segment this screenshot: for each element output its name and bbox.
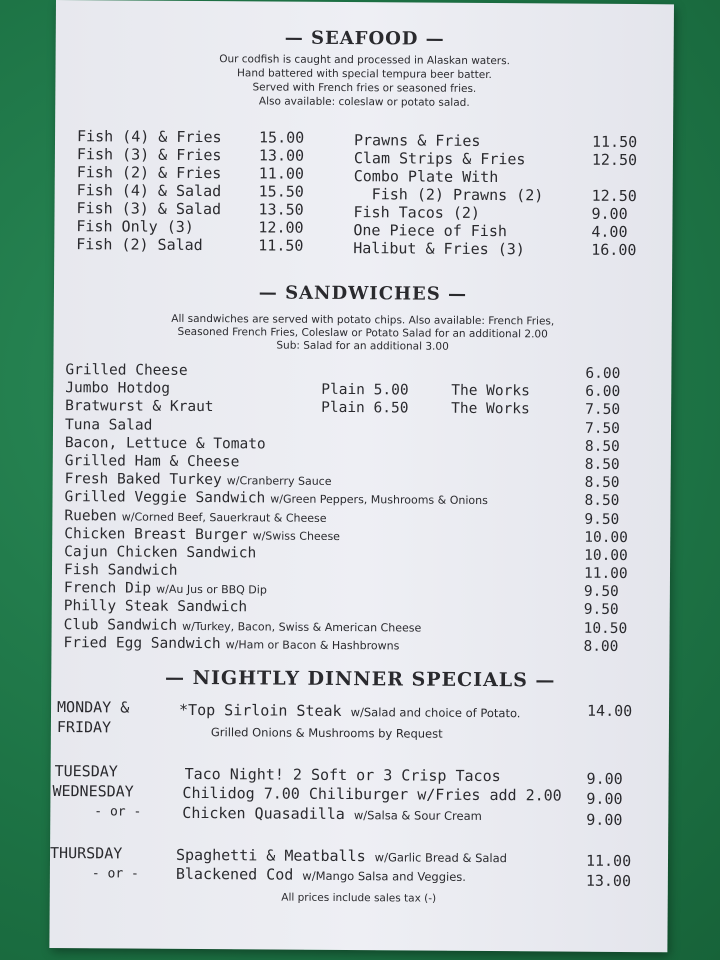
seafood-items — [76, 127, 673, 259]
quesadilla-description: w/Salsa & Sour Cream — [353, 808, 482, 823]
special-day-wednesday: WEDNESDAY — [52, 781, 134, 801]
sandwich-price: 9.50 — [583, 602, 619, 619]
sandwich-description: w/Cranberry Sauce — [226, 474, 332, 489]
seafood-item-price: 4.00 — [591, 222, 628, 241]
sandwich-name: Fresh Baked Turkey — [64, 471, 222, 489]
seafood-item-name: Fish (4) & Salad — [76, 181, 222, 201]
quesadilla-name: Chicken Quasadilla — [182, 803, 345, 824]
special-day-tuesday: TUESDAY — [54, 762, 118, 781]
seafood-item-name: Fish (3) & Salad — [76, 199, 222, 219]
seafood-item-price — [592, 169, 662, 187]
cod-price: 13.00 — [585, 871, 632, 891]
cod-name: Blackened Cod — [175, 864, 294, 884]
sandwich-price: 7.50 — [584, 420, 620, 437]
sandwich-name: Grilled Veggie Sandwich — [64, 489, 266, 507]
seafood-item-name: Prawns & Fries — [353, 131, 481, 150]
sandwich-name: Fish Sandwich — [63, 562, 178, 579]
seafood-item-price: 12.50 — [591, 150, 638, 170]
sandwich-price: 10.50 — [583, 620, 628, 637]
seafood-item-price: 11.00 — [258, 164, 305, 183]
seafood-left-names — [76, 127, 259, 256]
sandwich-name: Cajun Chicken Sandwich — [64, 543, 257, 562]
sandwich-price: 10.00 — [584, 529, 628, 546]
specials-block — [50, 692, 669, 906]
cod-description: w/Mango Salsa and Veggies. — [302, 868, 466, 884]
sandwich-name: Tuna Salad — [64, 416, 153, 434]
sandwich-price: 9.50 — [583, 583, 619, 601]
special-day-monday: MONDAY & — [57, 698, 130, 717]
sandwich-description: w/Swiss Cheese — [252, 529, 341, 543]
sandwich-price: 8.50 — [584, 438, 620, 455]
seafood-item-name: Fish Tacos (2) — [353, 203, 481, 222]
sandwich-name: Bratwurst & Kraut — [65, 398, 214, 416]
seafood-intro — [55, 51, 673, 111]
seafood-item-name: Fish (2) Prawns (2) — [353, 185, 544, 205]
seafood-intro-line: Our codfish is caught and processed in Alaskan waters. — [219, 53, 511, 68]
sandwiches-intro — [54, 312, 672, 355]
sandwich-row — [63, 634, 669, 656]
seafood-item-name: Fish (3) & Fries — [76, 145, 222, 165]
sandwich-name: Fried Egg Sandwich — [63, 634, 221, 652]
or-separator: - or - — [94, 804, 142, 820]
sandwich-works-label: The Works — [451, 401, 530, 418]
sandwich-price: 8.50 — [584, 493, 620, 510]
seafood-item-price: 9.00 — [591, 204, 628, 223]
seafood-item-name: Fish Only (3) — [76, 217, 194, 236]
seafood-item-name: Fish (4) & Fries — [76, 127, 222, 147]
sandwich-description: w/Ham or Bacon & Hashbrowns — [225, 638, 400, 653]
sandwich-name: Grilled Ham & Cheese — [64, 453, 240, 471]
seafood-item-price: 15.50 — [258, 182, 304, 201]
sandwich-name: Grilled Cheese — [65, 362, 188, 379]
sandwich-price: 10.00 — [584, 547, 628, 564]
chilidog-price: 9.00 — [586, 789, 623, 808]
or-separator: - or - — [91, 866, 139, 882]
seafood-item-name: Fish (2) & Fries — [76, 163, 222, 183]
footer-note: All prices include sales tax (-) — [281, 891, 437, 905]
menu-paper — [49, 0, 674, 952]
sandwich-price: 8.50 — [584, 456, 620, 473]
sandwiches-intro-line: Sub: Salad for an additional 3.00 — [276, 339, 449, 353]
sandwich-description: w/Turkey, Bacon, Swiss & American Cheese — [182, 619, 422, 635]
specials-heading: — NIGHTLY DINNER SPECIALS — — [164, 666, 556, 692]
special-day-thursday: THURSDAY — [49, 843, 123, 863]
sandwich-price: 6.00 — [585, 365, 621, 382]
sandwich-name: Rueben — [64, 507, 117, 524]
seafood-item-name: Combo Plate With — [353, 167, 499, 187]
seafood-intro-line: Hand battered with special tempura beer batter. — [237, 67, 492, 82]
sandwich-description: w/Green Peppers, Mushrooms & Onions — [270, 492, 488, 508]
seafood-item-price: 12.00 — [258, 218, 304, 237]
seafood-item-price: 16.00 — [591, 240, 637, 260]
sandwich-list — [63, 361, 671, 656]
cod-line — [176, 865, 466, 887]
sandwich-name: Philly Steak Sandwich — [63, 598, 248, 616]
spaghetti-description: w/Garlic Bread & Salad — [374, 850, 508, 866]
sandwich-description: w/Au Jus or BBQ Dip — [156, 582, 267, 597]
seafood-item-price: 11.50 — [591, 132, 638, 152]
sandwich-plain-price: Plain 5.00 — [321, 382, 409, 399]
quesadilla-line — [182, 804, 482, 826]
sandwich-name: Chicken Breast Burger — [64, 525, 248, 544]
sandwich-price: 8.50 — [584, 474, 620, 492]
sandwich-price: 8.00 — [583, 638, 619, 655]
steak-name: *Top Sirloin Steak — [178, 700, 342, 721]
steak-line — [179, 701, 521, 723]
seafood-left-prices — [258, 128, 354, 257]
sandwich-plain-price: Plain 6.50 — [321, 400, 409, 417]
chilidog-line: Chilidog 7.00 Chiliburger w/Fries add 2.00 — [182, 783, 562, 805]
spaghetti-price: 11.00 — [585, 851, 632, 871]
sandwich-name: Bacon, Lettuce & Tomato — [64, 434, 266, 453]
sandwich-name: Jumbo Hotdog — [65, 380, 171, 397]
seafood-item-price: 13.00 — [258, 146, 305, 165]
quesadilla-price: 9.00 — [586, 810, 623, 829]
taco-line: Taco Night! 2 Soft or 3 Crisp Tacos — [184, 764, 501, 786]
seafood-right-prices — [591, 133, 662, 259]
seafood-item-name: Clam Strips & Fries — [353, 149, 526, 169]
sandwich-name: French Dip — [63, 580, 152, 597]
sandwich-price: 9.50 — [584, 511, 620, 528]
steak-price: 14.00 — [586, 701, 633, 721]
seafood-item-price: 11.50 — [258, 236, 304, 255]
sandwich-price: 6.00 — [585, 383, 621, 401]
seafood-item-price: 12.50 — [591, 186, 637, 206]
steak-description: w/Salad and choice of Potato. — [350, 705, 521, 721]
sandwiches-heading: — SANDWICHES — — [258, 282, 468, 305]
seafood-item-name: Fish (2) Salad — [76, 235, 203, 255]
steak-note: Grilled Onions & Mushrooms by Request — [210, 725, 443, 741]
seafood-item-price: 15.00 — [258, 128, 305, 147]
seafood-heading: — SEAFOOD — — [284, 27, 445, 50]
sandwich-description: w/Corned Beef, Sauerkraut & Cheese — [121, 509, 327, 525]
sandwich-name: Club Sandwich — [63, 616, 178, 634]
sandwich-works-label: The Works — [451, 382, 530, 400]
seafood-intro-line: Also available: coleslaw or potato salad. — [258, 95, 470, 109]
spaghetti-name: Spaghetti & Meatballs — [175, 845, 366, 866]
taco-price: 9.00 — [586, 769, 623, 788]
sandwiches-intro-line: Seasoned French Fries, Coleslaw or Potato Salad for an additional 2.00 — [177, 325, 548, 341]
sandwiches-intro-line: All sandwiches are served with potato chips. Also available: French Fries, — [171, 312, 555, 328]
sandwich-price: 11.00 — [583, 565, 628, 583]
special-day-friday: FRIDAY — [56, 718, 112, 737]
seafood-right-names — [353, 131, 592, 259]
sandwich-price: 7.50 — [585, 402, 621, 419]
seafood-intro-line: Served with French fries or seasoned fries. — [252, 81, 477, 95]
seafood-item-price: 13.50 — [258, 200, 304, 219]
seafood-item-name: Halibut & Fries (3) — [353, 239, 525, 259]
seafood-item-name: One Piece of Fish — [353, 221, 507, 241]
